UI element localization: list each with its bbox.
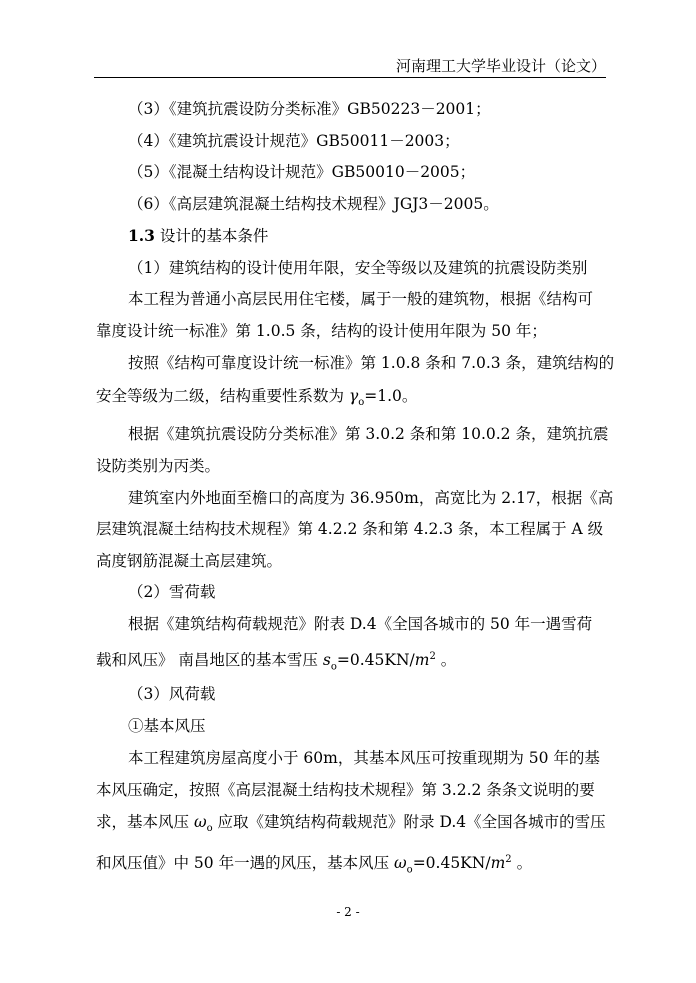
- omega-symbol: ω: [193, 813, 207, 831]
- subsection-heading-2: （2）雪荷载: [128, 583, 216, 601]
- paragraph-line: 根据《建筑结构荷载规范》附表 D.4《全国各城市的 50 年一遇雪荷: [128, 615, 593, 633]
- paragraph-line: 层建筑混凝土结构技术规程》第 4.2.2 条和第 4.2.3 条，本工程属于 A 级: [96, 520, 604, 538]
- text: 求，基本风压: [96, 813, 194, 831]
- paragraph-line: 本风压确定，按照《高层混凝土结构技术规程》第 3.2.2 条条文说明的要: [96, 781, 595, 799]
- text: 。: [511, 854, 533, 873]
- subscript: o: [206, 823, 213, 835]
- paragraph-line: 本工程建筑房屋高度小于 60m，其基本风压可按重现期为 50 年的基: [128, 749, 600, 767]
- paragraph-line-wind: [96, 811, 606, 840]
- section-heading-1-3: [128, 225, 268, 247]
- text: 安全等级为二级，结构重要性系数为: [96, 387, 349, 405]
- paragraph-line: 本工程为普通小高层民用住宅楼，属于一般的建筑物，根据《结构可: [128, 290, 594, 308]
- reference-item-6: （6）《高层建筑混凝土结构技术规程》JGJ3－2005。: [128, 195, 499, 213]
- paragraph-line-wind-value: [96, 849, 532, 881]
- s-symbol: s: [322, 651, 331, 670]
- text: =0.45KN/: [412, 854, 491, 873]
- text: 和风压值》中 50 年一遇的风压，基本风压: [96, 854, 395, 873]
- text: 应取《建筑结构荷载规范》附录 D.4《全国各城市的雪压: [212, 813, 606, 831]
- unit-m: m: [490, 854, 506, 873]
- section-title: 设计的基本条件: [154, 227, 269, 245]
- subscript: o: [330, 661, 337, 673]
- text: =1.0。: [364, 387, 418, 405]
- paragraph-line-snow: [96, 646, 456, 678]
- reference-item-5: （5）《混凝土结构设计规范》GB50010－2005；: [128, 163, 476, 181]
- paragraph-line: 建筑室内外地面至檐口的高度为 36.950m，高宽比为 2.17，根据《高: [128, 489, 614, 507]
- reference-item-3: （3）《建筑抗震设防分类标准》GB50223－2001；: [128, 100, 491, 118]
- paragraph-line: 设防类别为丙类。: [96, 457, 221, 475]
- paragraph-line: 高度钢筋混凝土高层建筑。: [96, 552, 283, 570]
- superscript: 2: [429, 651, 436, 662]
- superscript: 2: [505, 854, 512, 865]
- omega-symbol: ω: [394, 854, 407, 873]
- paragraph-line: 按照《结构可靠度设计统一标准》第 1.0.8 条和 7.0.3 条，建筑结构的: [128, 354, 615, 372]
- text: 。: [435, 651, 457, 670]
- paragraph-line: 根据《建筑抗震设防分类标准》第 3.0.2 条和第 10.0.2 条，建筑抗震: [128, 425, 609, 443]
- paragraph-line-gamma: [96, 385, 417, 414]
- gamma-symbol: γ: [348, 387, 359, 405]
- text: =0.45KN/: [336, 651, 415, 670]
- paragraph-line: 靠度设计统一标准》第 1.0.5 条，结构的设计使用年限为 50 年；: [96, 322, 547, 340]
- text: 载和风压》 南昌地区的基本雪压: [96, 651, 323, 670]
- subscript: o: [406, 864, 413, 876]
- subscript: o: [358, 397, 365, 409]
- subsection-heading-3: （3）风荷载: [128, 685, 216, 703]
- reference-item-4: （4）《建筑抗震设计规范》GB50011－2003；: [128, 132, 460, 150]
- page-number: - 2 -: [336, 905, 360, 919]
- sub-item-heading: ①基本风压: [128, 717, 206, 735]
- header-rule: [94, 77, 606, 78]
- section-number: 1.3: [128, 226, 155, 245]
- unit-m: m: [414, 651, 430, 670]
- running-header: 河南理工大学毕业设计（论文）: [395, 57, 606, 75]
- subsection-heading-1: （1）建筑结构的设计使用年限，安全等级以及建筑的抗震设防类别: [128, 259, 588, 277]
